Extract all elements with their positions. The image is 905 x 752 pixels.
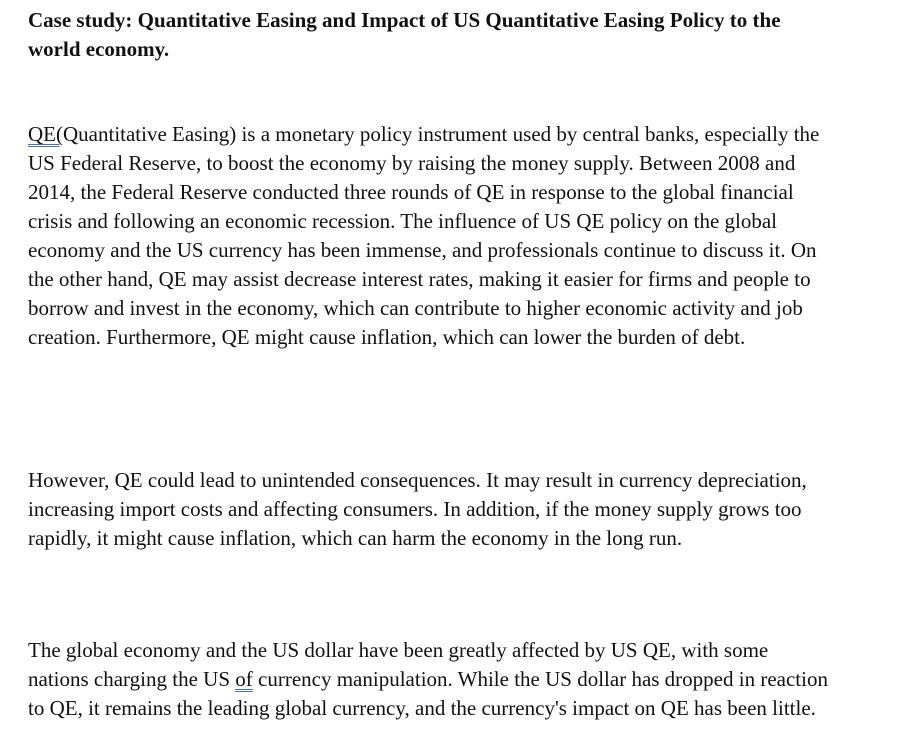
- paragraph-qe-definition: [28, 120, 828, 352]
- paragraph-qe-global-impact: [28, 636, 828, 723]
- paragraph-3-text-before: The global economy and the US dollar have been greatly affected by US QE, with some nations charging the US: [28, 638, 769, 691]
- paragraph-3-text-after: currency manipulation. While the US dollar has dropped in reaction to QE, it remains the leading global currency, and the currency's impact on QE has been little.: [28, 667, 828, 720]
- document-title: Case study: Quantitative Easing and Impact of US Quantitative Easing Policy to the world economy.: [28, 8, 781, 61]
- grammar-flag-qe[interactable]: QE(: [28, 122, 63, 146]
- grammar-flag-of[interactable]: of: [235, 667, 253, 691]
- paragraph-qe-consequences: However, QE could lead to unintended consequences. It may result in currency depreciation, increasing import costs and affecting consumers. In addition, if the money supply grows too rapidly, it might cause inflation, which can harm the economy in the long run.: [28, 468, 807, 550]
- paragraph-1-text: Quantitative Easing) is a monetary policy instrument used by central banks, especially the US Federal Reserve, to boost the economy by raising the money supply. Between 2008 and 2014, the Federal Reserve conducted three rounds of QE in response to the global financial crisis and following an economic recession. The influence of US QE policy on the global economy and the US currency has been immense, and professionals continue to discuss it. On the other hand, QE may assist decrease interest rates, making it easier for firms and people to borrow and invest in the economy, which can contribute to higher economic activity and job creation. Furthermore, QE might cause inflation, which can lower the burden of debt.: [28, 122, 820, 349]
